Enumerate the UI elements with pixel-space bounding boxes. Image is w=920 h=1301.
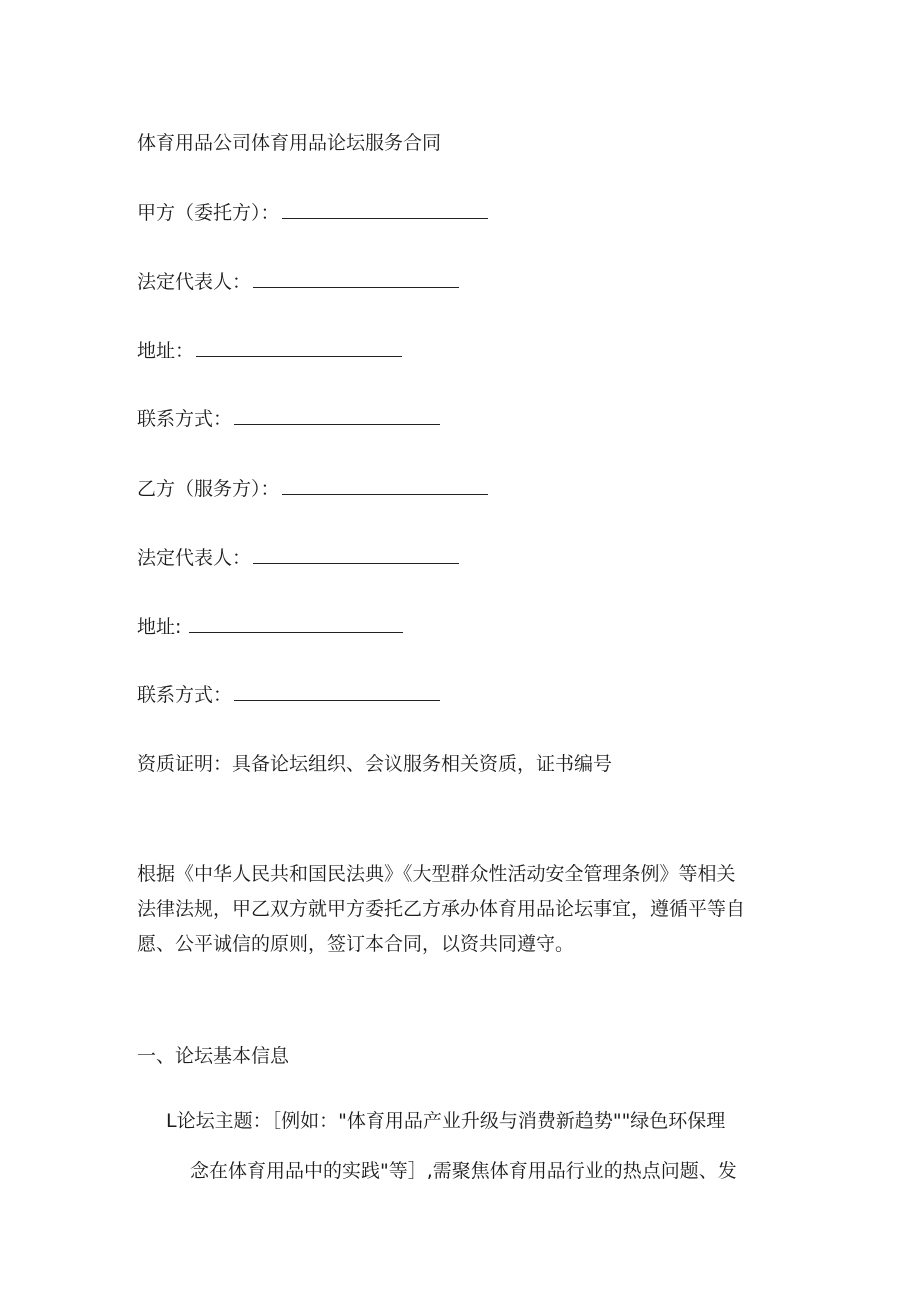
party-a-address-field bbox=[137, 338, 402, 364]
party-b-label: 乙方（服务方）： bbox=[137, 478, 280, 500]
party-b-representative-field bbox=[137, 545, 459, 571]
party-b-qualification: 资质证明：具备论坛组织、会议服务相关资质，证书编号 bbox=[137, 753, 613, 775]
section-1-item-1-line-1: L论坛主题：［例如："体育用品产业升级与消费新趋势""绿色环保理 bbox=[166, 1110, 726, 1132]
section-1-item-1-line-2: 念在体育用品中的实践"等］,需聚焦体育用品行业的热点问题、发 bbox=[190, 1160, 737, 1182]
party-b-field bbox=[137, 476, 488, 502]
party-b-contact-blank[interactable] bbox=[234, 682, 440, 701]
party-a-representative-field bbox=[137, 269, 459, 295]
party-b-address-label: 地址: bbox=[137, 616, 182, 638]
party-a-address-blank[interactable] bbox=[196, 338, 402, 357]
party-a-address-label: 地址： bbox=[137, 340, 195, 362]
party-a-representative-blank[interactable] bbox=[253, 269, 459, 288]
document-title: 体育用品公司体育用品论坛服务合同 bbox=[137, 132, 442, 154]
party-b-representative-label: 法定代表人： bbox=[137, 547, 252, 569]
party-b-contact-field bbox=[137, 682, 440, 708]
party-a-label: 甲方（委托方）： bbox=[137, 202, 280, 224]
party-b-contact-label: 联系方式： bbox=[137, 684, 233, 706]
preamble-paragraph bbox=[137, 857, 787, 962]
preamble-line-3: 愿、公平诚信的原则，签订本合同，以资共同遵守。 bbox=[137, 933, 575, 955]
section-1-heading: 一、论坛基本信息 bbox=[137, 1045, 290, 1067]
preamble-line-2: 法律法规，甲乙双方就甲方委托乙方承办体育用品论坛事宜，遵循平等自 bbox=[137, 898, 746, 920]
party-b-representative-blank[interactable] bbox=[253, 545, 459, 564]
party-b-address-blank[interactable] bbox=[189, 614, 403, 633]
party-a-contact-label: 联系方式： bbox=[137, 408, 233, 430]
party-a-contact-field bbox=[137, 406, 440, 432]
party-a-contact-blank[interactable] bbox=[234, 406, 440, 425]
party-a-blank[interactable] bbox=[282, 200, 488, 219]
party-b-blank[interactable] bbox=[282, 476, 488, 495]
party-a-field bbox=[137, 200, 488, 226]
party-b-address-field bbox=[137, 614, 403, 640]
preamble-line-1: 根据《中华人民共和国民法典》《大型群众性活动安全管理条例》等相关 bbox=[137, 863, 736, 885]
party-a-representative-label: 法定代表人： bbox=[137, 271, 252, 293]
